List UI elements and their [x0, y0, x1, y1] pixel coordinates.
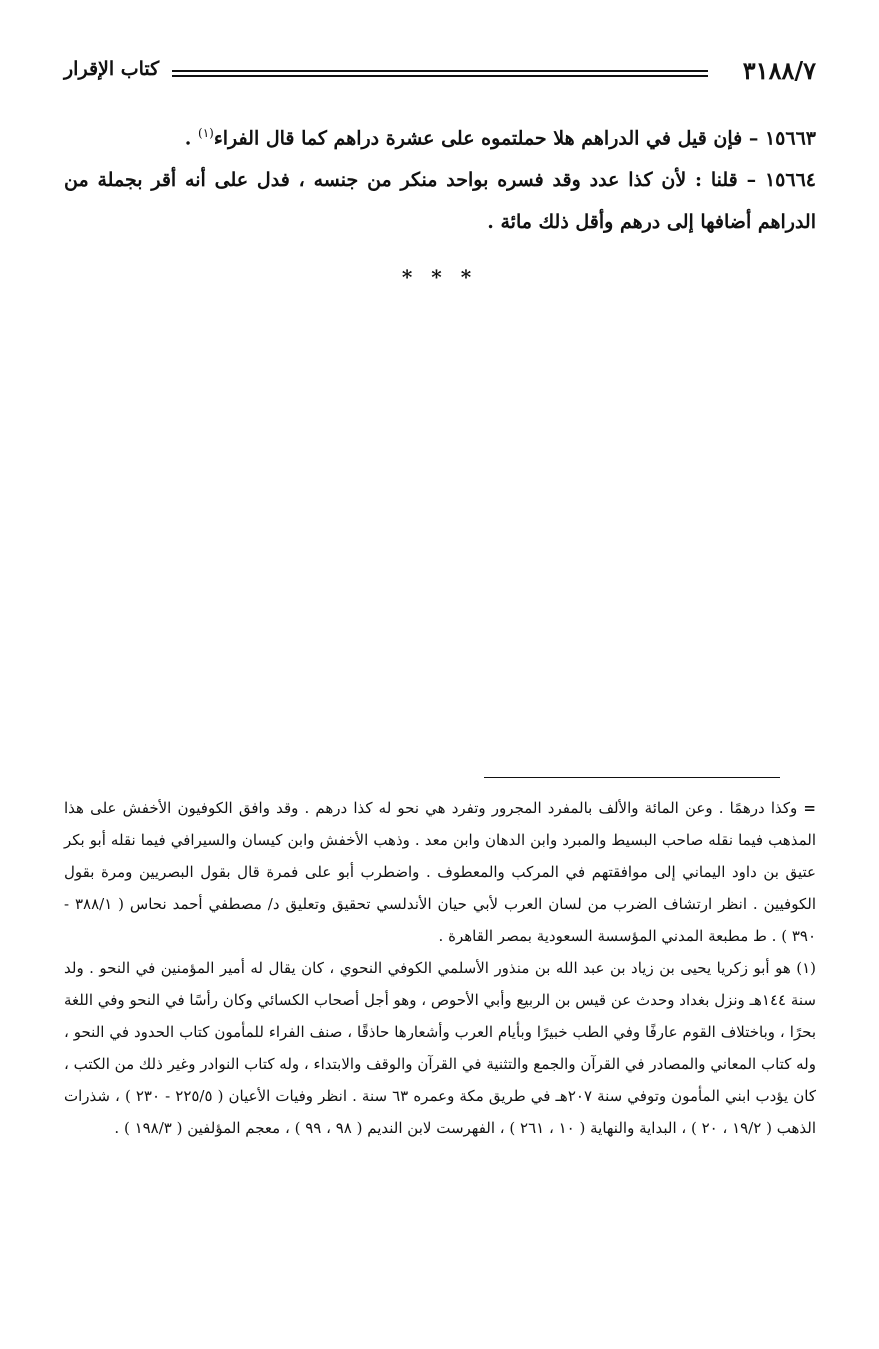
paragraph-15664 — [64, 159, 816, 243]
paragraph-number: ١٥٦٦٣ – — [748, 127, 816, 150]
continuation-text: وكذا درهمًا . وعن المائة والألف بالمفرد المجرور وتفرد هي نحو له كذا درهم . وقد وافق الكوفيون الأخفش على هذا المذهب فيما نقله صاحب البسيط والمبرد وابن الدهان وابن معد . وذهب الأخفش وابن كيسان والسيرافي فيما نقله أبو بكر عتيق بن داود اليماني إلى موافقتهم في المركب والمعطوف . واضطرب أبو على فمرة قال بقول البصريين ومرة بقول الكوفيين . انظر ارتشاف الضرب من لسان العرب لأبي حيان الأندلسي تحقيق وتعليق د/ مصطفي أحمد نحاس ( ٣٨٨/١ - ٣٩٠ ) . ط مطبعة المدني المؤسسة السعودية بمصر القاهرة . — [64, 799, 816, 945]
paragraph-number: ١٥٦٦٤ – — [746, 169, 816, 192]
header-double-rule — [172, 70, 708, 77]
book-title: كتاب الإقرار — [64, 58, 160, 80]
paragraph-end: . — [184, 127, 199, 150]
continuation-mark: = — [803, 799, 816, 817]
main-text — [64, 112, 816, 243]
footnote-reference: (١) — [198, 126, 214, 140]
footnote-continuation — [64, 792, 816, 952]
footnote-1: (١) هو أبو زكريا يحيى بن زياد بن عبد الله بن منذور الأسلمي الكوفي النحوي ، كان يقال له أمير المؤمنين في النحو . ولد سنة ١٤٤هـ ونزل بغداد وحدث عن قيس بن الربيع وأبي الأحوص ، وهو أجل أصحاب الكسائي وكان رأسًا في النحو وفي اللغة بحرًا ، وباختلاف القوم عارفًا وفي الطب خبيرًا وبأيام العرب وأشعارها حاذقًا ، صنف الفراء للمأمون كتاب الحدود في النحو ، وله كتاب المعاني والمصادر في القرآن والجمع والتثنية في القرآن والوقف والابتداء ، وله كتاب النوادر وغير ذلك من الكتب ، كان يؤدب ابني المأمون وتوفي سنة ٢٠٧هـ في طريق مكة وعمره ٦٣ سنة . انظر وفيات الأعيان ( ٢٢٥/٥ - ٢٣٠ ) ، شذرات الذهب ( ١٩/٢ ، ٢٠ ) ، البداية والنهاية ( ١٠ ، ٢٦١ ) ، الفهرست لابن النديم ( ٩٨ ، ٩٩ ) ، معجم المؤلفين ( ١٩٨/٣ ) . — [64, 959, 816, 1137]
footnotes — [64, 792, 816, 1144]
footnote-divider — [484, 777, 780, 778]
paragraph-text: فإن قيل في الدراهم هلا حملتموه على عشرة دراهم كما قال الفراء — [213, 127, 743, 150]
section-separator: * * * — [401, 265, 478, 289]
page-number: ٣١٨٨/٧ — [742, 56, 816, 85]
page-header — [64, 58, 816, 92]
paragraph-15663 — [64, 112, 816, 159]
paragraph-text: قلنا : لأن كذا عدد وقد فسره بواحد منكر من جنسه ، فدل على أنه أقر بجملة من الدراهم أضافها إلى درهم وأقل ذلك مائة . — [64, 169, 816, 234]
